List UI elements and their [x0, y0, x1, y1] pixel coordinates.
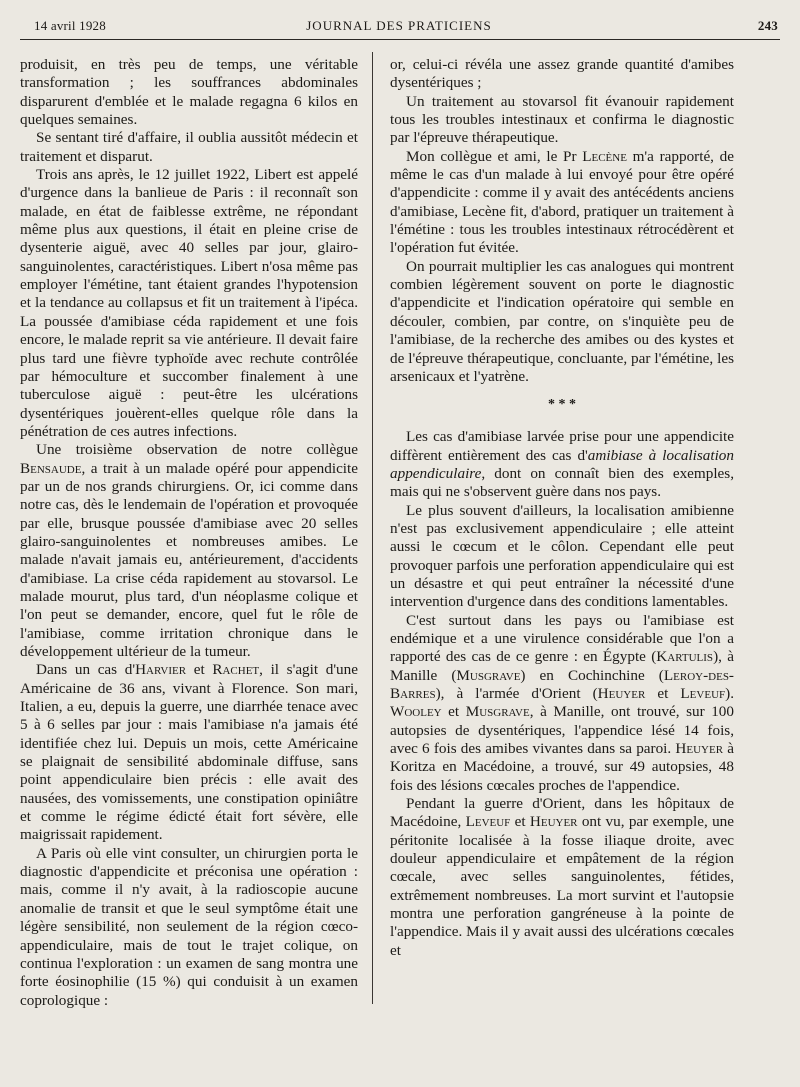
section-separator: * * * — [548, 397, 576, 413]
author-name: Musgrave — [456, 666, 521, 684]
right-column — [390, 56, 734, 960]
paragraph: C'est surtout dans les pays ou l'amibiase est endémique et a une virulence considérable que l'on a rapporté des cas de ce genre : en Égypte (Kartulis), à Manille (Musgrave) en Cochinchine (Leroy-des-Barres), à l'armée d'Orient (Heuyer et Leveuf). Wooley et Musgrave, à Manille, ont trouvé, sur 100 autopsies de dysentériques, l'appendice lésé 14 fois, avec 6 fois des amibes vivantes dans sa paroi. Heuyer à Koritza en Macédoine, a trouvé, sur 49 autopsies, 48 fois des lésions cœcales proches de l'appendice. — [390, 611, 734, 794]
author-name: Leveuf — [465, 813, 511, 831]
paragraph: On pourrait multiplier les cas analogues qui montrent combien légèrement souvent on porte le diagnostic d'appendicite et l'indication opératoire qui semble en découler, combien, par contre, on s'inquiète peu de l'amibiase, de la recherche des amibes ou des kystes et de l'épreuve thérapeutique, concluante, par l'émétine, les arsenicaux et l'yatrène. — [390, 257, 734, 385]
author-name: Heuyer — [529, 813, 578, 831]
paragraph: Une troisième observation de notre collègue Bensaude, a trait à un malade opéré pour appendicite par un de nos grands chirurgiens. Or, ici comme dans notre cas, dès le lendemain de l'opération et provoquée par elle, brusque poussée d'amibiase avec 20 selles glairo-sanguinolentes et nombreuses amibes. Le malade n'avait jamais eu, antérieurement, d'accidents d'amibiase. La crise céda rapidement au stovarsol. Le malade mourut, plus tard, d'un néoplasme colique et l'on peut se demander, encore, quel fut le rôle de l'amibiase, comme irritation chronique dans le développement ultérieur de la tumeur. — [20, 441, 358, 660]
paragraph: Dans un cas d'Harvier et Rachet, il s'agit d'une Américaine de 36 ans, vivant à Florence. Son mari, Italien, a eu, depuis la guerre, une diarrhée tenace avec 5 à 6 selles par jour : mais l'amibiase n'a jamais été identifiée chez lui. Depuis un mois, cette Américaine se plaignait de sensibilité abdominale diffuse, sans point appendiculaire bien précis : elle avait des nausées, des vomissements, une constipation opiniâtre et comme le régime édicté était fort sévère, elle maigrissait rapidement. — [20, 661, 358, 844]
author-name: Bensaude — [20, 459, 82, 477]
author-name: Heuyer — [597, 685, 646, 702]
author-name: Rachet — [212, 661, 260, 679]
author-name: Lecène — [582, 147, 627, 165]
column-divider — [372, 52, 373, 1004]
paragraph: Mon collègue et ami, le Pr Lecène m'a rapporté, de même le cas d'un malade à lui envoyé pour être opéré d'appendicite : comme il y avait des antécédents anciens d'amibiase, Lecène fit, d'abord, pratiquer un traitement à l'émétine : tous les troubles intestinaux rétrocédèrent et l'opération fut évitée. — [390, 147, 734, 257]
author-name: Leroy-des-Barres — [390, 666, 734, 702]
page-number: 243 — [757, 18, 778, 33]
author-name: Harvier — [135, 661, 187, 679]
paragraph: Un traitement au stovarsol fit évanouir rapidement tous les troubles intestinaux et confirma le diagnostic par l'épreuve thérapeutique. — [390, 92, 734, 147]
page-header — [20, 18, 778, 40]
paragraph: Trois ans après, le 12 juillet 1922, Libert est appelé d'urgence dans la banlieue de Paris : il reconnaît son malade, en état de faiblesse extrême, ne répondant même plus aux questions, il était en pleine crise de dysenterie aiguë, avec 40 selles par jour, glairo-sanguinolentes, caractéristiques. Libert n'osa même pas employer l'émétine, tant étaient grandes l'hypotension et la tendance au collapsus et fit un traitement à l'ipéca. La poussée d'amibiase céda rapidement et une fois encore, le malade reprit sa vie antérieure. Il devait faire plus tard une fièvre typhoïde avec rechute contrôlée par hémoculture et succomber finalement à une tuberculose aiguë : peut-être les ulcérations dysentériques jouèrent-elles quelque rôle dans la pénétration de ces autres infections. — [20, 166, 358, 440]
author-name: Musgrave — [465, 703, 530, 721]
paragraph: Les cas d'amibiase larvée prise pour une appendicite diffèrent entièrement des cas d'amibiase à localisation appendiculaire, dont on connaît bien des exemples, mais qui ne s'observent guère dans nos pays. — [390, 428, 734, 501]
paragraph: Le plus souvent d'ailleurs, la localisation amibienne n'est pas exclusivement appendiculaire ; elle atteint aussi le cœcum et le côlon. Cependant elle peut provoquer parfois une perforation appendiculaire qui est un désastre et qui peut entraîner la nécessité d'une intervention d'urgence dans des conditions lamentables. — [390, 501, 734, 611]
author-name: Wooley — [390, 703, 442, 721]
author-name: Heuyer — [675, 740, 724, 758]
author-name: Kartulis — [656, 648, 714, 666]
issue-date: 14 avril 1928 — [34, 18, 106, 33]
journal-title: JOURNAL DES PRATICIENS — [306, 18, 492, 33]
emphasis: amibiase à localisation appendiculaire — [390, 446, 734, 482]
paragraph: Pendant la guerre d'Orient, dans les hôpitaux de Macédoine, Leveuf et Heuyer ont vu, par exemple, une péritonite localisée à la fosse iliaque droite, avec douleur appendiculaire et empâtement de la région cœcale, avec selles sanguinolentes, fétides, extrêmement nombreuses. La mort survint et l'autopsie montra une perforation gangréneuse à la pointe de l'appendice. Mais il y avait aussi des ulcérations cœcales et — [390, 795, 735, 959]
author-name: Leveuf — [680, 685, 726, 702]
paragraph: Se sentant tiré d'affaire, il oublia aussitôt médecin et traitement et disparut. — [20, 129, 358, 165]
header-rule — [20, 39, 780, 40]
paragraph: A Paris où elle vint consulter, un chirurgien porta le diagnostic d'appendicite et préconisa une opération : mais, comme il n'y avait, à la radioscopie aucune anomalie de transit et que le seul symptôme était une légère sensibilité, non seulement de la région cœco-appendiculaire, mais de tout le trajet colique, on continua l'exploration : un examen de sang montra une forte éosinophilie (15 %) qui conduisit à un examen coprologique : — [20, 844, 358, 1009]
left-column — [20, 56, 358, 1010]
paragraph: or, celui-ci révéla une assez grande quantité d'amibes dysentériques ; — [390, 56, 734, 92]
paragraph: produisit, en très peu de temps, une véritable transformation ; les souffrances abdominales disparurent d'emblée et le malade regagna 6 kilos en quelques semaines. — [20, 56, 358, 129]
